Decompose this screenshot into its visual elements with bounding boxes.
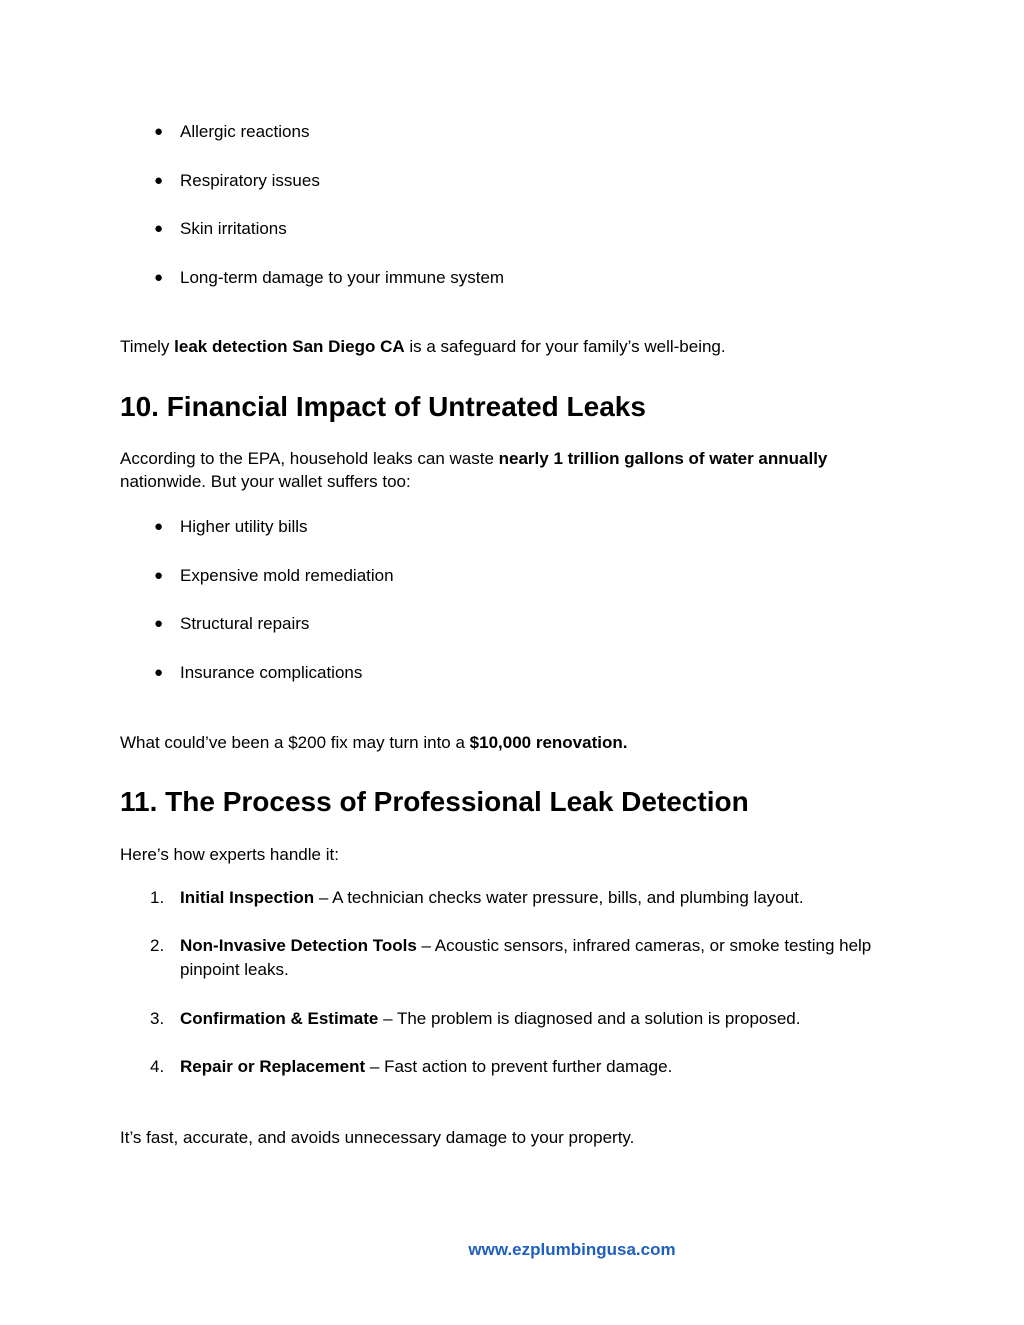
bold-stat: nearly 1 trillion gallons of water annually (498, 449, 828, 468)
section-11-closing: It’s fast, accurate, and avoids unnecessary damage to your property. (120, 1128, 635, 1147)
bold-cost: $10,000 renovation. (469, 733, 628, 752)
section-11-intro: Here’s how experts handle it: (120, 845, 339, 864)
section-10-intro: According to the EPA, household leaks can waste nearly 1 trillion gallons of water annually nationwide. But your wallet suffers too: (120, 449, 828, 491)
section-11-heading: 11. The Process of Professional Leak Detection (120, 786, 749, 817)
list-item: ● Allergic reactions (154, 122, 310, 141)
bullet-icon: ● (154, 220, 164, 238)
bullet-icon: ● (154, 615, 164, 633)
timely-paragraph: Timely leak detection San Diego CA is a safeguard for your family’s well-being. (120, 337, 726, 356)
bullet-icon: ● (154, 566, 164, 584)
bullet-icon: ● (154, 171, 164, 189)
list-item: ● Expensive mold remediation (154, 565, 394, 585)
bullet-icon: ● (154, 123, 164, 140)
bullet-icon: ● (154, 664, 164, 682)
section-10-closing: What could’ve been a $200 fix may turn into a $10,000 renovation. (120, 733, 628, 752)
bullet-icon: ● (154, 518, 164, 535)
list-item: 3. Confirmation & Estimate – The problem is diagnosed and a solution is proposed. (150, 1009, 801, 1028)
list-item: ● Long-term damage to your immune system (154, 268, 505, 288)
list-item: ● Skin irritations (154, 219, 287, 239)
list-item: ● Respiratory issues (154, 170, 320, 190)
list-item: ● Higher utility bills (154, 517, 308, 536)
list-item: 2. Non-Invasive Detection Tools – Acoustic sensors, infrared cameras, or smoke testing help pinpoint leaks. (150, 936, 872, 979)
process-steps-list (120, 886, 910, 1079)
bold-keyword: leak detection San Diego CA (174, 337, 405, 356)
bullet-icon: ● (154, 269, 164, 287)
list-item: 1. Initial Inspection – A technician checks water pressure, bills, and plumbing layout. (150, 888, 804, 907)
costs-list (120, 516, 394, 711)
section-10-heading: 10. Financial Impact of Untreated Leaks (120, 391, 646, 422)
list-item: ● Structural repairs (154, 614, 310, 634)
footer-website-link[interactable]: www.ezplumbingusa.com (468, 1240, 676, 1259)
list-item: ● Insurance complications (154, 663, 363, 683)
health-risks-list (120, 121, 504, 316)
list-item: 4. Repair or Replacement – Fast action to prevent further damage. (150, 1057, 673, 1076)
